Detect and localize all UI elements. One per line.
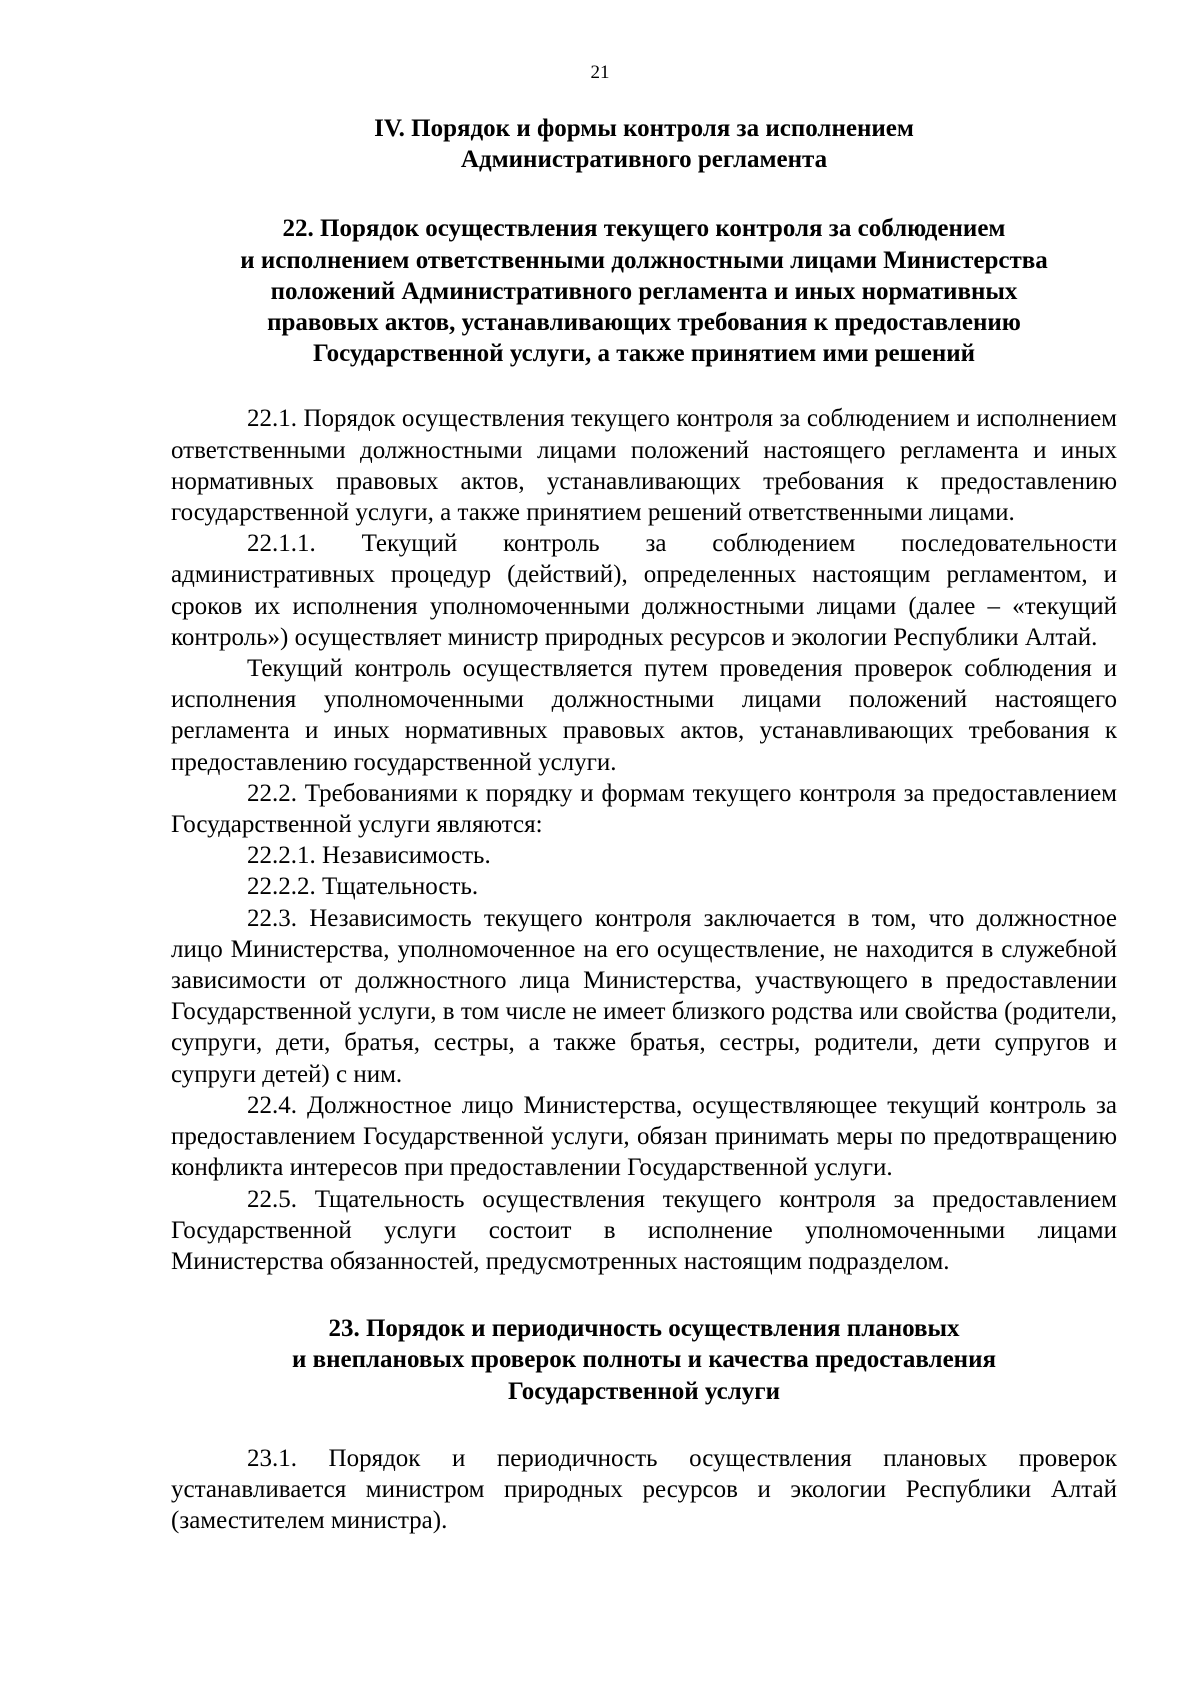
section-22-heading	[171, 213, 1117, 369]
paragraph-22-2: 22.2. Требованиями к порядку и формам текущего контроля за предоставлением Государственной услуги являются:	[171, 779, 1117, 839]
paragraph-22-1-1: 22.1.1. Текущий контроль за соблюдением последовательности административных процедур (действий), определенных настоящим регламентом, и сроков их исполнения уполномоченными должностными лицами (далее – «текущий контроль») осуществляет министр природных ресурсов и экологии Республики Алтай.	[171, 530, 1117, 651]
paragraph-22-2-1: 22.2.1. Независимость.	[247, 842, 491, 870]
section-heading-line: и внеплановых проверок полноты и качества предоставления	[291, 1346, 997, 1374]
paragraph-23-1: 23.1. Порядок и периодичность осуществления плановых проверок устанавливается министром природных ресурсов и экологии Республики Алтай (заместителем министра).	[171, 1444, 1117, 1535]
paragraph-22-1: 22.1. Порядок осуществления текущего контроля за соблюдением и исполнением ответственными должностными лицами положений настоящего регламента и иных нормативных правовых актов, устанавливающих требования к предоставлению государственной услуги, а также принятием решений ответственными лицами.	[171, 405, 1117, 527]
paragraph-22-5: 22.5. Тщательность осуществления текущего контроля за предоставлением Государственной услуги состоит в исполнение уполномоченными лицами Министерства обязанностей, предусмотренных настоящим подразделом.	[171, 1185, 1117, 1275]
section-heading-line: правовых актов, устанавливающих требования к предоставлению	[267, 309, 1021, 337]
page-number: 21	[590, 62, 610, 83]
document-body	[171, 113, 1117, 1536]
paragraph-22-3: 22.3. Независимость текущего контроля заключается в том, что должностное лицо Министерства, уполномоченное на его осуществление, не находится в служебной зависимости от должностного лица Министерства, участвующего в предоставлении Государственной услуги, в том числе не имеет близкого родства или свойства (родители, супруги, дети, братья, сестры, а также братья, сестры, родители, дети супругов и супруги детей) с ним.	[171, 904, 1117, 1088]
section-heading-line: 22. Порядок осуществления текущего контроля за соблюдением	[282, 215, 1006, 243]
section-heading-line: 23. Порядок и периодичность осуществления плановых	[328, 1315, 960, 1343]
section-heading-line: Государственной услуги, а также принятием ими решений	[312, 340, 976, 368]
section-heading-line: и исполнением ответственными должностными лицами Министерства	[240, 246, 1048, 274]
paragraph-22-2-2: 22.2.2. Тщательность.	[247, 873, 479, 901]
paragraph-22-4: 22.4. Должностное лицо Министерства, осуществляющее текущий контроль за предоставлением Государственной услуги, обязан принимать меры по предотвращению конфликта интересов при предоставлении Государственной услуги.	[171, 1091, 1117, 1182]
paragraph-current-control: Текущий контроль осуществляется путем проведения проверок соблюдения и исполнения уполномоченными должностными лицами положений настоящего регламента и иных нормативных правовых актов, устанавливающих требования к предоставлению государственной услуги.	[171, 655, 1117, 776]
chapter-heading	[171, 113, 1117, 175]
section-heading-line: положений Административного регламента и иных нормативных	[270, 277, 1018, 305]
chapter-heading-line: IV. Порядок и формы контроля за исполнением	[374, 115, 914, 142]
section-23-heading	[171, 1313, 1117, 1407]
section-heading-line: Государственной услуги	[508, 1377, 780, 1405]
chapter-heading-line: Административного регламента	[460, 146, 828, 174]
